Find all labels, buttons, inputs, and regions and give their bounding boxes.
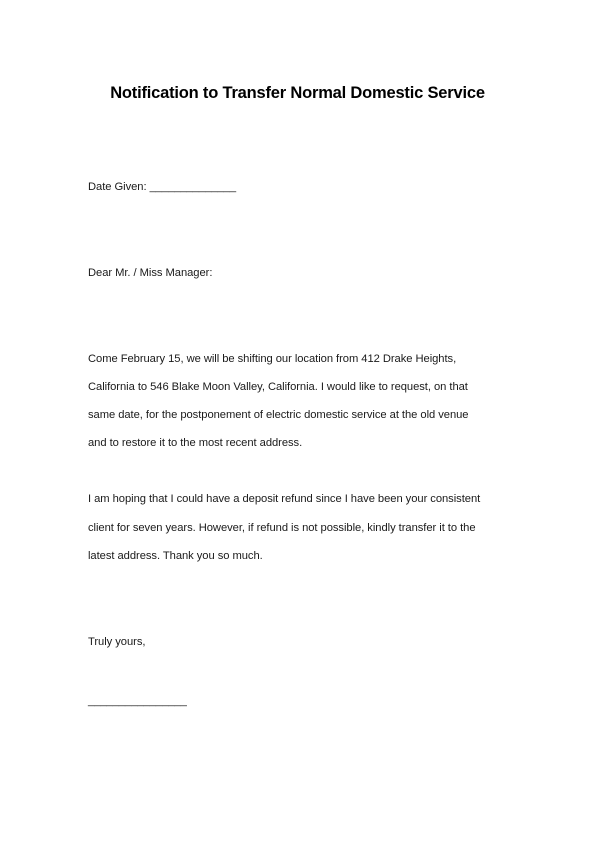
date-given-line: Date Given: ______________ (88, 181, 236, 193)
paragraph-line: latest address. Thank you so much. (88, 550, 263, 562)
paragraph-line: client for seven years. However, if refund is not possible, kindly transfer it to the (88, 522, 476, 534)
paragraph-line: same date, for the postponement of electric domestic service at the old venue (88, 409, 469, 421)
paragraph-line: Come February 15, we will be shifting our location from 412 Drake Heights, (88, 353, 457, 365)
paragraph-line: and to restore it to the most recent address. (88, 437, 303, 449)
paragraph-line: I am hoping that I could have a deposit refund since I have been your consistent (88, 493, 481, 505)
closing: Truly yours, (88, 636, 146, 648)
document-title: Notification to Transfer Normal Domestic Service (110, 84, 485, 102)
signature-line: ________________ (88, 695, 187, 707)
salutation: Dear Mr. / Miss Manager: (88, 267, 213, 279)
paragraph-line: California to 546 Blake Moon Valley, California. I would like to request, on that (88, 381, 468, 393)
